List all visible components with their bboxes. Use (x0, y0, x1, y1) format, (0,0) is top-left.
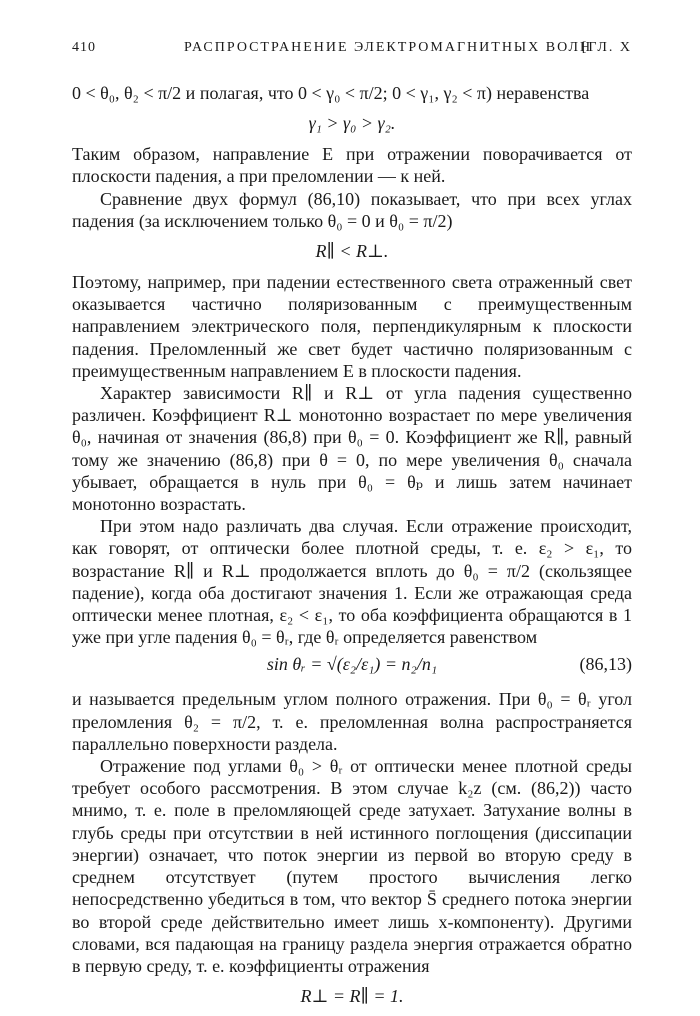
paragraph-rotation: Таким образом, направление E при отражении поворачивается от плоскости падения, а при преломлении — к ней. (72, 144, 632, 187)
paragraph-comparison: Сравнение двух формул (86,10) показывает, что при всех углах падения (за исключением только θ₀ = 0 и θ₀ = π/2) (72, 188, 632, 231)
equation-unit-reflection: R⊥ = R∥ = 1. (300, 986, 404, 1007)
equation-critical-angle-body: sin θᵣ = √(ε₂/ε₁) = n₂/n₁ (266, 654, 438, 675)
inequality-r: R∥ < R⊥. (315, 241, 389, 262)
running-header (72, 40, 632, 64)
paragraph-dependence: Характер зависимости R∥ и R⊥ от угла падения существенно различен. Коэффициент R⊥ монотонно возрастает по мере увеличения θ₀, начиная от значения (86,8) при θ₀ = 0. Коэффициент же R∥, равный тому же значению (86,8) при θ = 0, по мере увеличения θ₀ сначала убывает, обращается в нуль при θ₀ = θₚ и лишь затем начинает монотонно возрастать. (72, 383, 632, 515)
chapter-label: [ГЛ. X (581, 40, 632, 55)
running-title: РАСПРОСТРАНЕНИЕ ЭЛЕКТРОМАГНИТНЫХ ВОЛН (184, 40, 593, 55)
paragraph-continued: 0 < θ₀, θ₂ < π/2 и полагая, что 0 < γ₀ < π/2; 0 < γ₁, γ₂ < π) неравенства (72, 83, 590, 103)
paragraph-polarization: Поэтому, например, при падении естественного света отраженный свет оказывается частично поляризованным с преимущественным направлением электрического поля, перпендикулярным к плоскости падения. Преломленный же свет будет частично поляризованным с преимущественным направлением E в плоскости падения. (72, 272, 632, 381)
equation-number: (86,13) (579, 654, 632, 675)
paragraph-critical-angle: и называется предельным углом полного отражения. При θ₀ = θᵣ угол преломления θ₂ = π/2, т. е. преломленная волна распространяется параллельно поверхности раздела. (72, 689, 632, 754)
inequality-gamma: γ₁ > γ₀ > γ₂. (308, 113, 396, 134)
paragraph-total-reflection: Отражение под углами θ₀ > θᵣ от оптически менее плотной среды требует особого рассмотрения. В этом случае k₂z (см. (86,2)) часто мнимо, т. е. поле в преломляющей среде затухает. Затухание волны в глубь среды при отсутствии в ней истинного поглощения (диссипации энергии) означает, что поток энергии из первой во вторую среду в среднем отсутствует (путем простого вычисления легко непосредственно убедиться в том, что вектор S̄ среднего потока энергии во второй среде действительно имеет лишь x-компоненту). Другими словами, вся падающая на границу раздела энергия отражается обратно в первую среду, т. е. коэффициенты отражения (72, 756, 632, 976)
paragraph-two-cases: При этом надо различать два случая. Если отражение происходит, как говорят, от оптически более плотной среды, т. е. ε₂ > ε₁, то возрастание R∥ и R⊥ продолжается вплоть до θ₀ = π/2 (скользящее падение), когда оба достигают значения 1. Если же отражающая среда оптически менее плотная, ε₂ < ε₁, то оба коэффициента обращаются в 1 уже при угле падения θ₀ = θᵣ, где θᵣ определяется равенством (72, 516, 632, 648)
page-body (72, 82, 632, 1016)
equation-critical-angle (72, 652, 632, 676)
page-number: 410 (72, 40, 96, 55)
